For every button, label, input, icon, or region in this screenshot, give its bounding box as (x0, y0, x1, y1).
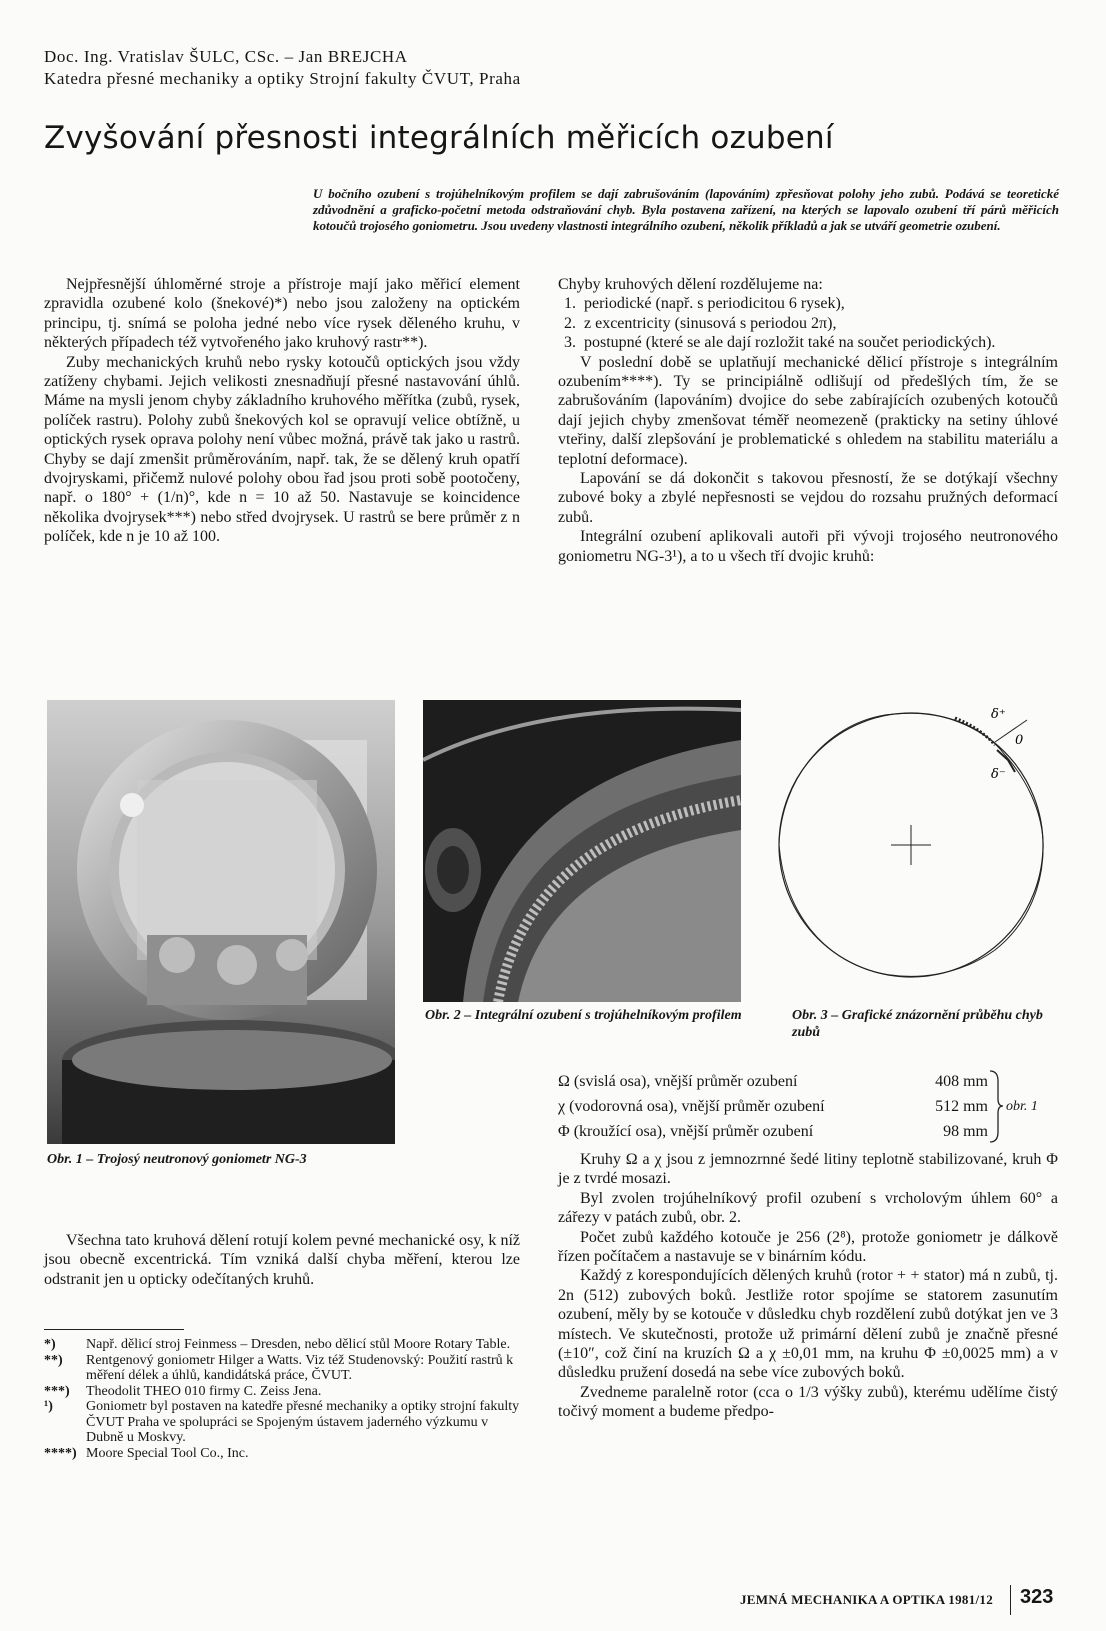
journal-name: JEMNÁ MECHANIKA A OPTIKA 1981/12 (740, 1592, 994, 1607)
affiliation: Katedra přesné mechaniky a optiky Strojní fakulty ČVUT, Praha (44, 69, 521, 88)
paragraph: Nejpřesnější úhloměrné stroje a přístroje mají jako měřicí element zpravidla ozubené kolo (šnekové)*) nebo jsou založeny na optickém principu, tj. snímá se poloha jedné nebo více rysek děleného kruhu, v některých případech též vytvořeného jako kruhový rastr**). (44, 276, 520, 352)
paragraph: Chyby kruhových dělení rozdělujeme na: (558, 276, 823, 293)
delta-plus-label: δ⁺ (991, 707, 1006, 722)
journal-footer (740, 1592, 993, 1608)
author-block (44, 46, 521, 90)
gear-teeth-illustration (423, 700, 741, 1002)
paragraph: Lapování se dá dokončit s takovou přesností, že se dotýkají všechny zubové boky a zbylé nepřesnosti se vejdou do rozsahu pružných deformací zubů. (558, 470, 1058, 526)
paragraph: Všechna tato kruhová dělení rotují kolem pevné mechanické osy, k níž jsou obecně excentrická. Tím vzniká další chyba měření, kterou lze odstranit jen u opticky odečítaných kruhů. (44, 1232, 520, 1288)
figure-reference: obr. 1 (1006, 1099, 1038, 1114)
list-item: 3. postupné (které se ale dají rozložit také na součet periodických). (580, 333, 1058, 352)
figure-3-caption: Obr. 3 – Grafické znázornění průběhu chyb zubů (792, 1008, 1043, 1040)
goniometer-illustration (47, 700, 395, 1144)
paragraph: V poslední době se uplatňují mechanické dělicí přístroje s integrálním ozubením****). Ty se principiálně odlišují od předešlých tím, že se zabrušováním (lapováním) dvojice do sebe zabírajících ozubených kotoučů dají jejich chyby zmenšovat téměř neomezeně (prakticky na setiny úhlové vteřiny, další zlepšování je problematické s ohledem na stabilitu materiálu a teplotní deformace). (558, 353, 1058, 468)
paragraph: Zvedneme paralelně rotor (cca o 1/3 výšky zubů), kterému udělíme čistý točivý moment a budeme předpo- (558, 1383, 1058, 1421)
dimensions-table (558, 1069, 1058, 1144)
dimension-value: 98 mm (943, 1123, 988, 1140)
list-item: 2. z excentricity (sinusová s periodou 2π), (580, 314, 1058, 333)
footnotes (44, 1337, 524, 1461)
error-diagram (765, 700, 1055, 1000)
footnote-rule (44, 1329, 184, 1330)
footnote: **) Rentgenový goniometr Hilger a Watts. Viz též Studenovský: Použití rastrů k měření délek a úhlů, kandidátská práce, ČVUT. (44, 1352, 514, 1383)
right-column-lower (558, 1150, 1058, 1422)
figure-1-caption: Obr. 1 – Trojosý neutronový goniometr NG-3 (47, 1152, 307, 1167)
paragraph: Každý z korespondujících dělených kruhů (rotor + + stator) má n zubů, tj. 2n (512) zubových boků. Jestliže rotor spojíme se statorem zasunutím ozubení, měly by se kotouče v důsledku chyb rozdělení zubů dotýkat jen ve 3 místech. Ve skutečnosti, protože už primární dělení zubů je značně přesné (±10″, což činí na kruzích Ω a χ ±0,01 mm, na kruhu Φ ±0,0025 mm) a v důsledku pružení dosedá na sebe více zubových boků. (558, 1267, 1058, 1382)
page-number: 323 (1020, 1586, 1054, 1608)
abstract: U bočního ozubení s trojúhelníkovým profilem se dají zabrušováním (lapováním) zpřesňovat polohy jeho zubů. Podává se teoretické zdůvodnění a graficko-početní metoda odstraňování chyb. Byla postavena zařízení, na kterých se lapovalo ozubení tří párů měřicích kotoučů trojosého goniometru. Jsou uvedeny vlastnosti integrálního ozubení, několik příkladů a jak se utváří geometrie ozubení. (313, 186, 1059, 233)
dimension-value: 512 mm (935, 1098, 988, 1115)
figure-2-photo (423, 700, 741, 1002)
figure-3-diagram (765, 700, 1055, 1000)
left-column-lower (44, 1231, 520, 1289)
list-item: 1. periodické (např. s periodicitou 6 rysek), (580, 294, 1058, 313)
dimension-label: χ (vodorovná osa), vnější průměr ozubení (558, 1098, 825, 1115)
paragraph: Byl zvolen trojúhelníkový profil ozubení s vrcholovým úhlem 60° a zářezy v patách zubů, obr. 2. (558, 1189, 1058, 1227)
figure-1-photo (47, 700, 395, 1144)
footnote: ***) Theodolit THEO 010 firmy C. Zeiss Jena. (44, 1383, 322, 1399)
left-column (44, 275, 520, 547)
authors: Doc. Ing. Vratislav ŠULC, CSc. – Jan BREJCHA (44, 47, 408, 66)
footnote: *) Např. dělicí stroj Feinmess – Dresden, nebo dělicí stůl Moore Rotary Table. (44, 1337, 511, 1352)
delta-minus-label: δ⁻ (991, 767, 1006, 782)
brace-icon (988, 1069, 1004, 1144)
dimension-row (558, 1119, 1058, 1144)
dimension-label: Φ (kroužící osa), vnější průměr ozubení (558, 1123, 814, 1140)
dimension-row (558, 1094, 1058, 1119)
dimension-row (558, 1069, 1058, 1094)
dimension-label: Ω (svislá osa), vnější průměr ozubení (558, 1073, 798, 1090)
paragraph: Integrální ozubení aplikovali autoři při vývoji trojosého neutronového goniometru NG-3¹), a to u všech tří dvojic kruhů: (558, 528, 1058, 565)
dimension-value: 408 mm (935, 1073, 988, 1090)
footnote: ****) Moore Special Tool Co., Inc. (44, 1445, 249, 1461)
paragraph: Počet zubů každého kotouče je 256 (2⁸), protože goniometr je dálkově řízen počítačem a nastavuje se v binárním kódu. (558, 1228, 1058, 1266)
paragraph: Zuby mechanických kruhů nebo rysky kotoučů optických jsou vždy zatíženy chybami. Jejich velikosti znesnadňují přesné nastavování úhlů. Máme na mysli jenom chyby základního kruhového měřítka (zubů, rysek, políček rastru). Polohy zubů šnekových kol se opravují velice obtížně, u optických rysek oprava polohy není vůbec možná, právě tak jako u rastrů. Chyby se dají zmenšit průměrováním, např. tak, že se dělený kruh opatří dvojryskami, přičemž nulové polohy obou řad jsou proti sobě pootočeny, např. o 180° + (1/n)°, kde n = 10 až 50. Nastavuje se koincidence několika dvojrysek***) nebo střed dvojrysek. U rastrů se bere průměr z n políček, kde n je 10 až 100. (44, 353, 520, 546)
footer-divider (1010, 1585, 1011, 1615)
error-type-list (558, 294, 1058, 352)
zero-label: 0 (1015, 733, 1024, 748)
footnote: ¹) Goniometr byl postaven na katedře přesné mechaniky a optiky strojní fakulty ČVUT Praha ve spolupráci se Spojeným ústavem jaderného výzkumu v Dubně u Moskvy. (44, 1399, 520, 1445)
figure-2-caption: Obr. 2 – Integrální ozubení s trojúhelníkovým profilem (425, 1008, 742, 1023)
article-title: Zvyšování přesnosti integrálních měřicích ozubení (44, 120, 834, 156)
paragraph: Kruhy Ω a χ jsou z jemnozrnné šedé litiny teplotně stabilizované, kruh Φ je z tvrdé mosazi. (558, 1151, 1058, 1188)
right-column (558, 275, 1058, 566)
